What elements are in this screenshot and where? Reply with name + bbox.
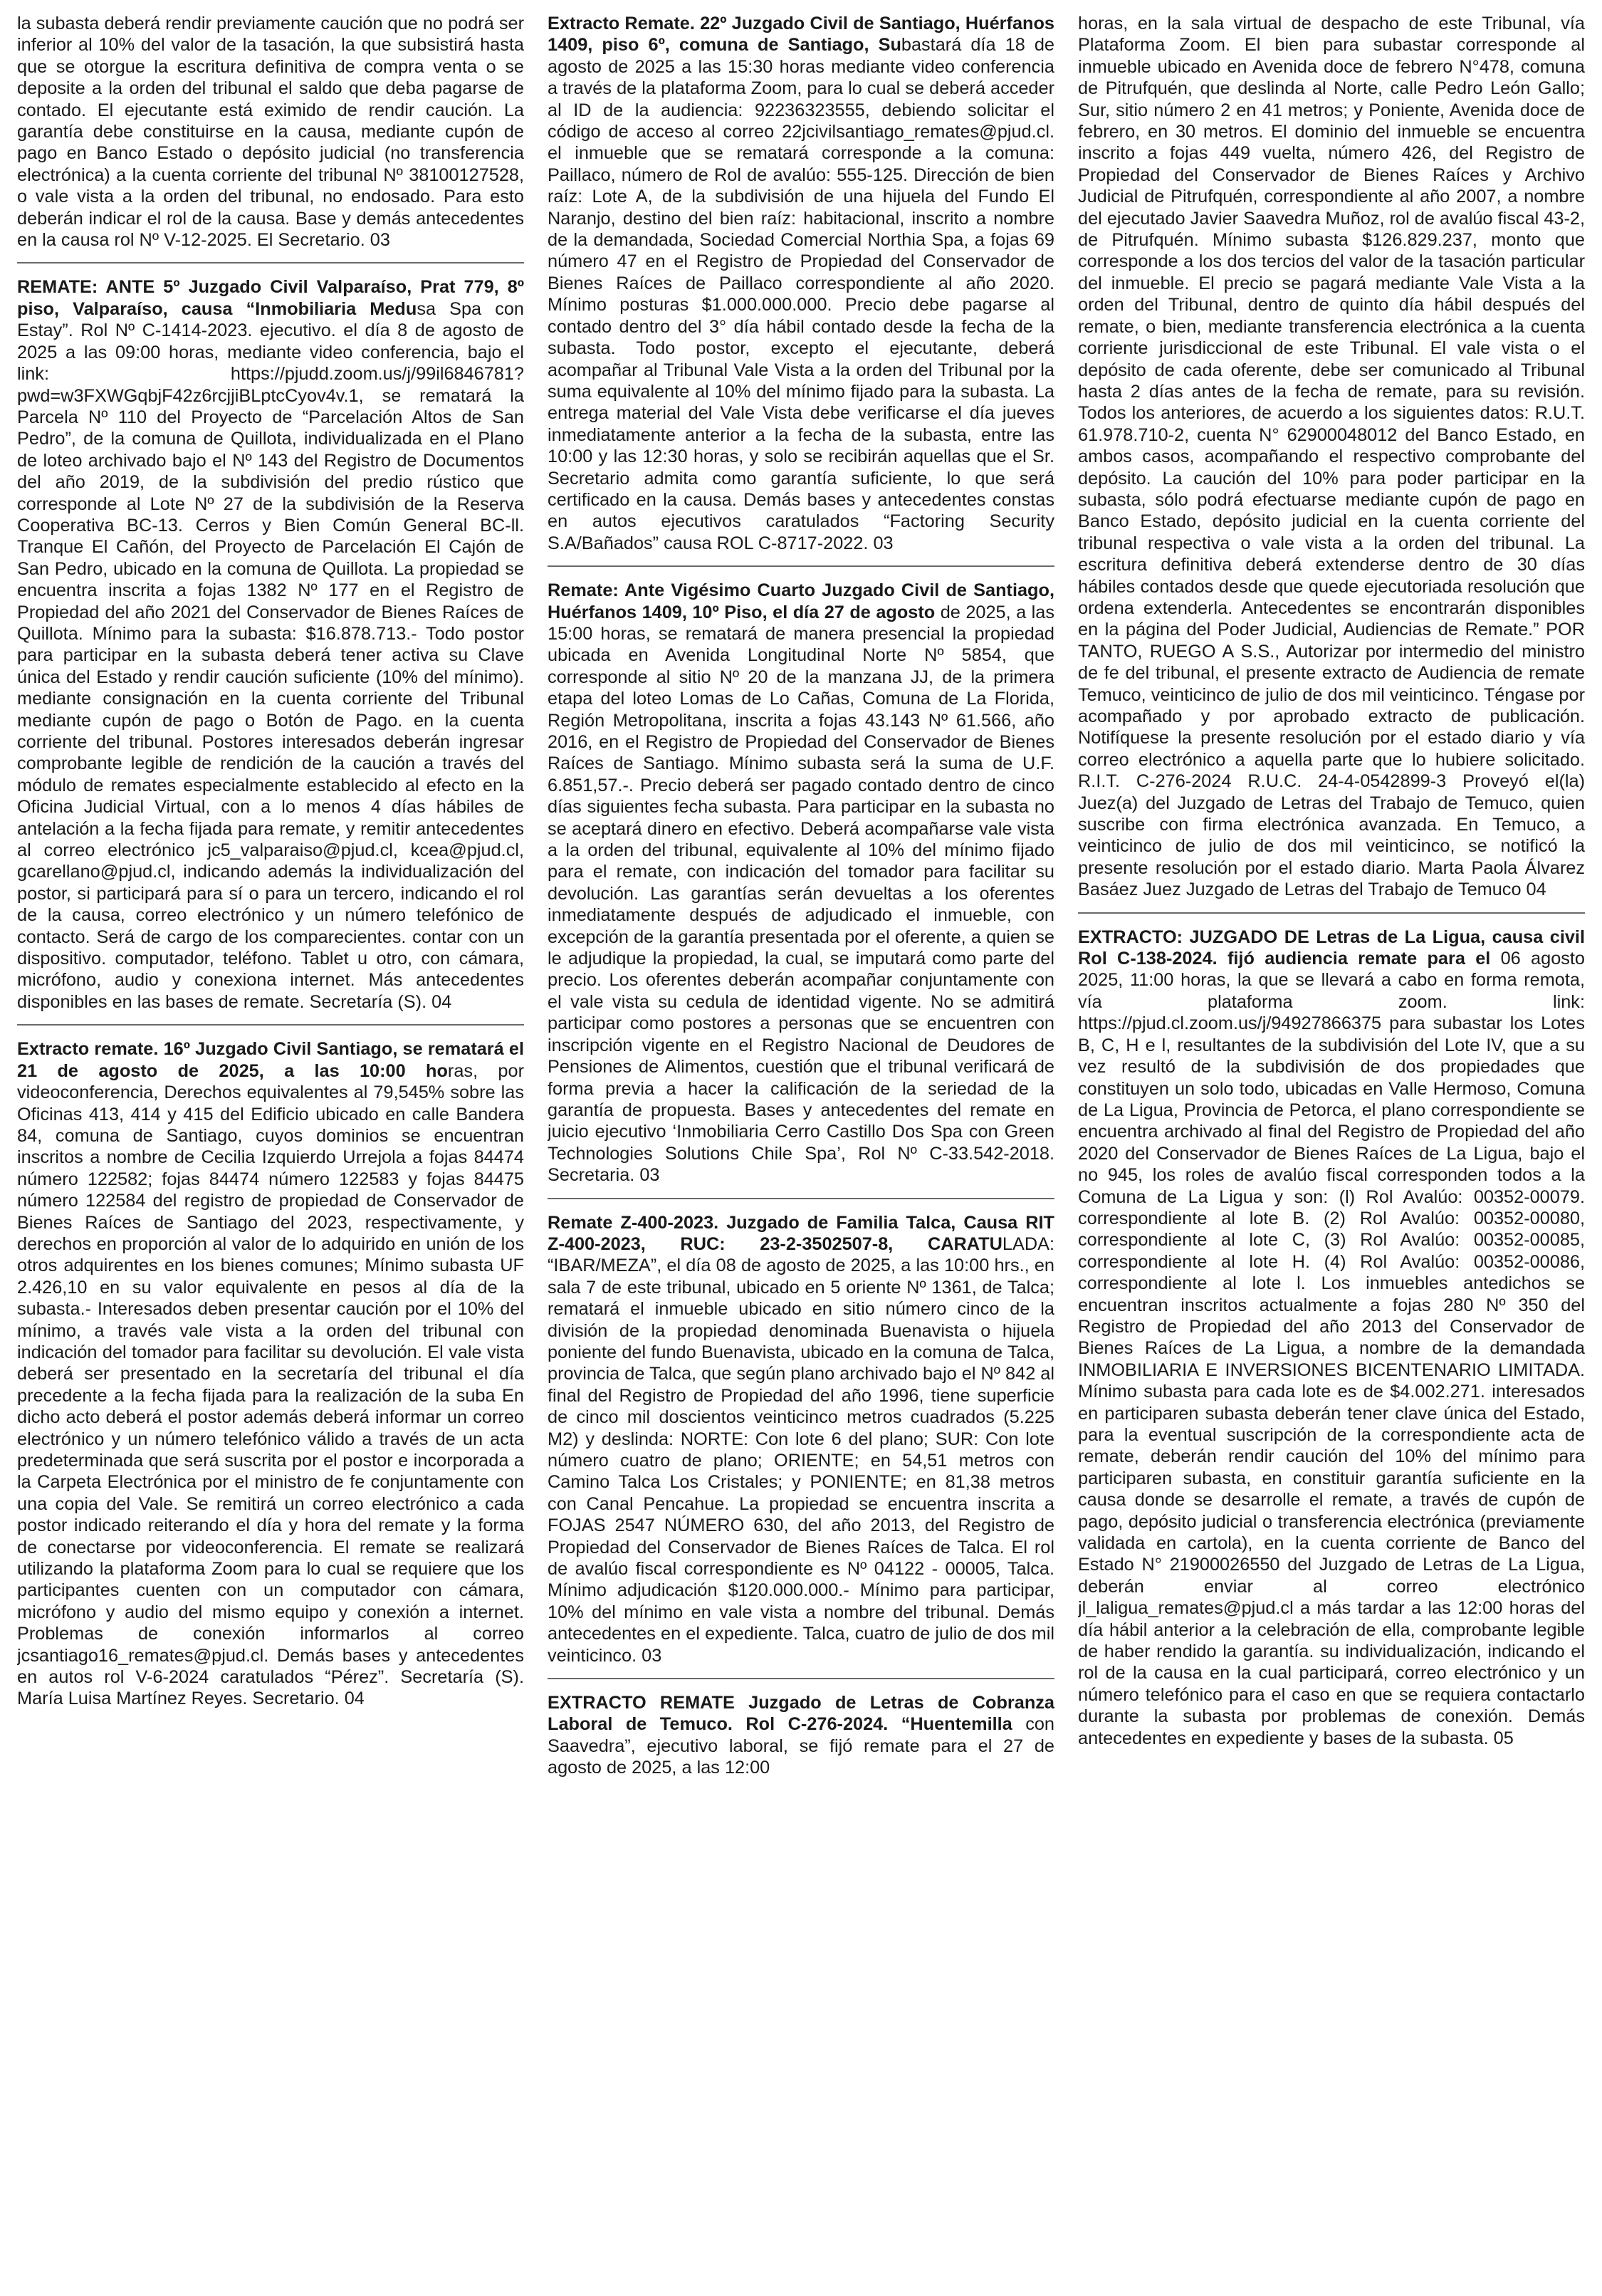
notice-remate-familia-talca — [548, 1212, 1054, 1667]
notice-heading: Extracto Remate. 22º Juzgado Civil de Santiago, Huérfanos 1409, piso 6º, comuna de Santiago, Su — [548, 14, 1054, 56]
notice-text: con Saavedra”, ejecutivo laboral, se fijó remate para el 27 de agosto de 2025, a las 12:00 — [548, 1714, 1054, 1778]
column-middle — [548, 13, 1054, 2285]
notice-heading: Remate: Ante Vigésimo Cuarto Juzgado Civil de Santiago, Huérfanos 1409, 10º Piso, el día 27 de agosto — [548, 580, 1054, 622]
notice-text: la subasta deberá rendir previamente caución que no podrá ser inferior al 10% del valor de la tasación, la que subsistirá hasta que se otorgue la escritura definitiva de compra venta o se deposite a la orden del tribunal el saldo que deba pagarse de contado. El ejecutante está eximido de rendir caución. La garantía debe constituirse en la causa, mediante cupón de pago en Banco Estado o depósito judicial (no transferencia electrónica) a la cuenta corriente del tribunal Nº 38100127528, o vale vista a la orden del tribunal, no endosado. Para esto deberán indicar el rol de la causa. Base y demás antecedentes en la causa rol Nº V-12-2025. El Secretario. 03 — [17, 14, 524, 251]
notice-divider — [17, 1024, 524, 1026]
newspaper-page — [17, 13, 1585, 2289]
notice-remate-24-santiago — [548, 580, 1054, 1186]
notice-text: sa Spa con Estay”. Rol Nº C-1414-2023. ejecutivo. el día 8 de agosto de 2025 a las 09:00 horas, mediante video conferencia, bajo el link: https://pjudd.zoom.us/j/99il6846781?pwd=w3FXWGqbjF42z6rcjjiBLptcCyov4v.1, se rematará la Parcela Nº 110 del Proyecto de “Parcelación Altos de San Pedro”, de la comuna de Quillota, individualizada en el Plano de loteo archivado bajo el Nº 143 del Registro de Documentos del año 2019, de la subdivisión del predio rústico que corresponde al Lote Nº 27 de la subdivisión de la Reserva Cooperativa BC-13. Cerros y Bien Común General BC-ll. Tranque El Cañón, del Proyecto de Parcelación El Cajón de San Pedro, ubicado en la comuna de Quillota. La propiedad se encuentra inscrita a fojas 1382 Nº 177 en el Registro de Propiedad del año 2021 del Conservador de Bienes Raíces de Quillota. Mínimo para la subasta: $16.878.713.- Todo postor para participar en la subasta deberá tener activa su Clave única del Estado y rendir caución suficiente (10% del mínimo). mediante consignación en la cuenta corriente del Tribunal mediante cupón de pago o Botón de Pago. en la cuenta corriente del tribunal. Postores interesados deberán ingresar comprobante legible de rendición de la caución a través del módulo de remates especialmente establecido al efecto en la Oficina Judicial Virtual, con a lo menos 4 días hábiles de antelación a la fecha fijada para remate, y remitir antecedentes al correo electrónico jc5_valparaiso@pjud.cl, kcea@pjud.cl, gcarellano@pjud.cl, indicando además la individualización del postor, si participará para sí o para un tercero, indicando el rol de la causa, correo electrónico y un número telefónico de contacto. Será de cargo de los comparecientes. contar con un dispositivo. computador, teléfono. Tablet u otro, con cámara, micrófono, audio y conexiona internet. Más antecedentes disponibles en las bases de remate. Secretaría (S). 04 — [17, 298, 524, 1012]
notice-text: horas, en la sala virtual de despacho de este Tribunal, vía Plataforma Zoom. El bien para subastar corresponde al inmueble ubicado en Avenida doce de febrero N°478, comuna de Pitrufquén, que deslinda al Norte, calle Pedro León Gallo; Sur, sitio número 2 en 41 metros; y Poniente, Avenida doce de febrero, en 30 metros. El dominio del inmueble se encuentra inscrito a fojas 449 vuelta, número 426, del Registro de Propiedad del Conservador de Bienes Raíces y Archivo Judicial de Pitrufquén, correspondiente al año 2007, a nombre del ejecutado Javier Saavedra Muñoz, rol de avalúo fiscal 43-2, de Pitrufquén. Mínimo subasta $126.829.237, monto que corresponde a los dos tercios del valor de la tasación particular del inmueble. El precio se pagará mediante Vale Vista a la orden del Tribunal, dentro de quinto día hábil después del remate, o bien, mediante transferencia electrónica a la cuenta corriente jurisdiccional de este Tribunal. El vale vista o el depósito de cada oferente, debe ser comunicado al Tribunal hasta 2 días antes de la fecha de remate, para su revisión. Todos los anteriores, de acuerdo a los siguientes datos: R.U.T. 61.978.710-2, cuenta N° 62900048012 del Banco Estado, en ambos casos, acompañando el respectivo comprobante del depósito. La caución del 10% para poder participar en la subasta, sólo podrá efectuarse mediante cupón de pago en Banco Estado, depósito judicial en la cuenta corriente del tribunal respectiva o vale vista a la orden del tribunal. La escritura definitiva deberá extenderse dentro de 30 días hábiles contados desde que quede ejecutoriada resolución que ordena extenderla. Antecedentes se encontrarán disponibles en la página del Poder Judicial, Audiencias de Remate.” POR TANTO, RUEGO A S.S., Autorizar por intermedio del ministro de fe del tribunal, el presente extracto de Audiencia de remate Temuco, veinticinco de julio de dos mil veinticinco. Téngase por acompañado y por aprobado extracto de publicación. Notifíquese la presente resolución por el estado diario y vía correo electrónico a aquella parte que lo hubiere solicitado. R.I.T. C-276-2024 R.U.C. 24-4-0542899-3 Proveyó el(la) Juez(a) del Juzgado de Letras del Trabajo de Temuco, quien suscribe con firma electrónica avanzada. En Temuco, a veinticinco de julio de dos mil veinticinco, se notificó la presente resolución por el estado diario. Marta Paola Álvarez Basáez Juez Juzgado de Letras del Trabajo de Temuco 04 — [1078, 14, 1585, 900]
column-right — [1078, 13, 1585, 2285]
notice-heading: Remate Z-400-2023. Juzgado de Familia Talca, Causa RIT Z-400-2023, RUC: 23-2-3502507-8, CARATU — [548, 1212, 1054, 1254]
notice-remate-22-santiago — [548, 13, 1054, 554]
notice-heading: REMATE: ANTE 5º Juzgado Civil Valparaíso, Prat 779, 8º piso, Valparaíso, causa “Inmobiliaria Medu — [17, 277, 524, 319]
notice-remate-16-santiago — [17, 1038, 524, 1710]
notice-text: bastará día 18 de agosto de 2025 a las 15:30 horas mediante video conferencia a través de la plataforma Zoom, para lo cual se deberá acceder al ID de la audiencia: 92236323555, debiendo solicitar el código de acceso al correo 22jcivilsantiago_remates@pjud.cl. el inmueble que se rematará corresponde a la comuna: Paillaco, número de Rol de avalúo: 555-125. Dirección de bien raíz: Lote A, de la subdivisión de una hijuela del Fundo El Naranjo, destino del bien raíz: habitacional, inscrito a nombre de la demandada, Sociedad Comercial Northia Spa, a fojas 69 número 47 en el Registro de Propiedad del Conservador de Bienes Raíces de Paillaco correspondiente al año 2020. Mínimo posturas $1.000.000.000. Precio debe pagarse al contado dentro del 3° día hábil contado desde la fecha de la subasta. Todo postor, excepto el ejecutante, deberá acompañar al Tribunal Vale Vista a la orden del Tribunal por la suma equivalente al 10% del mínimo fijado para la subasta. La entrega material del Vale Vista debe verificarse el día jueves inmediatamente anterior a la fecha de la subasta, entre las 10:00 y las 12:30 horas, y solo se recibirán aquellas que el Sr. Secretario admita como garantía suficiente, lo que será certificado en la causa. Demás bases y antecedentes constas en autos ejecutivos caratulados “Factoring Security S.A/Bañados” causa ROL C-8717-2022. 03 — [548, 35, 1054, 553]
notice-heading: Extracto remate. 16º Juzgado Civil Santiago, se rematará el 21 de agosto de 2025, a las 10:00 ho — [17, 1039, 524, 1081]
notice-extracto-la-ligua — [1078, 927, 1585, 1749]
notice-heading: EXTRACTO: JUZGADO DE Letras de La Ligua, causa civil Rol C-138-2024. fijó audiencia remate para el — [1078, 927, 1585, 969]
notice-remate-valparaiso — [17, 276, 524, 1013]
notice-text: ras, por videoconferencia, Derechos equivalentes al 79,545% sobre las Oficinas 413, 414 y 415 del Edificio ubicado en calle Bandera 84, comuna de Santiago, cuyos dominios se encuentran inscritos a nombre de Cecilia Izquierdo Urrejola a fojas 84474 número 122582; fojas 84474 número 122583 y fojas 84475 número 122584 del registro de propiedad de Conservador de Bienes Raíces de Santiago del 2023, respectivamente, y derechos en proporción al valor de lo adquirido en unión de los otros adquirentes en los bienes comunes; Mínimo subasta UF 2.426,10 en su valor equivalente en pesos al día de la subasta.- Interesados deben presentar caución por el 10% del mínimo, a través vale vista a la orden del tribunal con indicación del tomador para facilitar su devolución. El vale vista deberá ser presentado en la secretaría del tribunal el día precedente a la fecha fijada para la realización de la suba En dicho acto deberá el postor además deberá informar un correo electrónico y un número telefónico válido a través de un acta predeterminada que será suscrita por el postor e incorporada a la Carpeta Electrónica por el ministro de fe conjuntamente con una copia del Vale. Se remitirá un correo electrónico a cada postor indicado reiterando el día y hora del remate y la forma de conectarse por videoconferencia. El remate se realizará utilizando la plataforma Zoom para lo cual se requiere que los participantes cuenten con un computador con cámara, micrófono y audio del mismo equipo y conexión a internet. Problemas de conexión informarlos al correo jcsantiago16_remates@pjud.cl. Demás bases y antecedentes en autos rol V-6-2024 caratulados “Pérez”. Secretaría (S). María Luisa Martínez Reyes. Secretario. 04 — [17, 1060, 524, 1709]
notice-temuco-continuation — [1078, 13, 1585, 901]
notice-divider — [548, 1198, 1054, 1199]
column-left — [17, 13, 524, 2285]
notice-divider — [1078, 912, 1585, 914]
notice-heading: EXTRACTO REMATE Juzgado de Letras de Cobranza Laboral de Temuco. Rol C-276-2024. “Huentemilla — [548, 1693, 1054, 1735]
notice-continuation — [17, 13, 524, 251]
notice-text: de 2025, a las 15:00 horas, se rematará de manera presencial la propiedad ubicada en Avenida Longitudinal Norte Nº 5854, que corresponde al sitio Nº 20 de la manzana JJ, de la primera etapa del loteo Lomas de Lo Cañas, Comuna de La Florida, Región Metropolitana, inscrita a fojas 43.143 Nº 61.566, año 2016, en el Registro de Propiedad del Conservador de Bienes Raíces de Santiago. Mínimo subasta será la suma de U.F. 6.851,57.-. Precio deberá ser pagado contado dentro de cinco días siguientes fecha subasta. Para participar en la subasta no se aceptará dinero en efectivo. Deberá acompañarse vale vista a la orden del tribunal, equivalente al 10% del mínimo fijado para el remate, con indicación del tomador para facilitar su devolución. Las garantías serán devueltas a los oferentes inmediatamente después de adjudicado el inmueble, con excepción de la garantía presentada por el oferente, a quien se le adjudique la propiedad, la cual, se imputará como parte del precio. Los oferentes deberán acompañar conjuntamente con el vale vista su cedula de identidad vigente. No se admitirá participar como postores a personas que se encuentren con inscripción vigente en el Registro Nacional de Deudores de Pensiones de Alimentos, cuestión que el tribunal verificará de forma previa a hacer la calificación de la seriedad de la garantía de propuesta. Bases y antecedentes del remate en juicio ejecutivo ‘Inmobiliaria Cerro Castillo Dos Spa con Green Technologies Solutions Chile Spa’, Rol Nº C-33.542-2018. Secretaria. 03 — [548, 602, 1054, 1186]
notice-text: 06 agosto 2025, 11:00 horas, la que se llevará a cabo en forma remota, vía plataforma zoom. link: https://pjud.cl.zoom.us/j/94927866375 para subastar los Lotes B, C, H e l, resultantes de la subdivisión del Lote IV, que a su vez resultó de la subdivisión de dos propiedades que constituyen un solo todo, ubicadas en Valle Hermoso, Comuna de La Ligua, Provincia de Petorca, el plano correspondiente se encuentra archivado al final del Registro de Propiedad del año 2020 del Conservador de Bienes Raíces de La Ligua, bajo el no 945, los roles de avalúo fiscal corresponden todos a la Comuna de La Ligua y son: (l) Rol Avalúo: 00352-00079. correspondiente al lote B. (2) Rol Avalúo: 00352-00080, correspondiente al lote C, (3) Rol Avalúo: 00352-00085, correspondiente al lote H. (4) Rol Avalúo: 00352-00086, correspondiente al lote l. Los inmuebles antedichos se encuentran inscritos actualmente a fojas 280 Nº 350 del Registro de Propiedad del año 2013 del Conservador de Bienes Raíces de La Ligua, a nombre de la demandada INMOBILIARIA E INVERSIONES BICENTENARIO LIMITADA. Mínimo subasta para cada lote es de $4.002.271. interesados en participaren subasta deberán tener clave única del Estado, para la eventual suscripción de la correspondiente acta de remate, deberán rendir caución del 10% del mínimo para participaren subasta, en constituir garantía suficiente en la causa donde se desarrolle el remate, a través de cupón de pago, depósito judicial o transferencia electrónica (previamente validada en cartola), en la cuenta corriente de Banco del Estado N° 21900026550 del Juzgado de Letras de La Ligua, deberán enviar al correo electrónico jl_laligua_remates@pjud.cl a más tardar a las 12:00 horas del día hábil anterior a la celebración de ella, comprobante legible de haber rendido la garantía. su individualización, indicando el rol de la causa en la cual participará, correo electrónico y un número telefónico para el caso en que se requiera contactarlo durante la subasta por problemas de conexión. Demás antecedentes en expediente y bases de la subasta. 05 — [1078, 949, 1585, 1748]
notice-divider — [17, 262, 524, 263]
notice-text: LADA: “IBAR/MEZA”, el día 08 de agosto de 2025, a las 10:00 hrs., en sala 7 de este tribunal, ubicado en 5 oriente Nº 1361, de Talca; rematará el inmueble ubicado en sitio número cinco de la división de la propiedad denominada Buenavista o hijuela poniente del fundo Buenavista, ubicado en la comuna de Talca, provincia de Talca, que según plano archivado bajo el Nº 842 al final del Registro de Propiedad del año 1996, tiene superficie de cinco mil doscientos veinticinco metros cuadrados (5.225 M2) y deslinda: NORTE: Con lote 6 del plano; SUR: Con lote número cuatro de plano; ORIENTE; en 54,51 metros con Camino Talca Los Cristales; y PONIENTE; en 81,38 metros con Canal Pencahue. La propiedad se encuentra inscrita a FOJAS 2547 NÚMERO 630, del año 2013, del Registro de Propiedad del Conservador de Bienes Raíces de Talca. El rol de avalúo fiscal correspondiente es Nº 04122 - 00005, Talca. Mínimo adjudicación $120.000.000.- Mínimo para participar, 10% del mínimo en vale vista a nombre del tribunal. Demás antecedentes en el expediente. Talca, cuatro de julio de dos mil veinticinco. 03 — [548, 1233, 1054, 1666]
notice-remate-temuco — [548, 1692, 1054, 1779]
notice-divider — [548, 565, 1054, 567]
notice-divider — [548, 1678, 1054, 1679]
